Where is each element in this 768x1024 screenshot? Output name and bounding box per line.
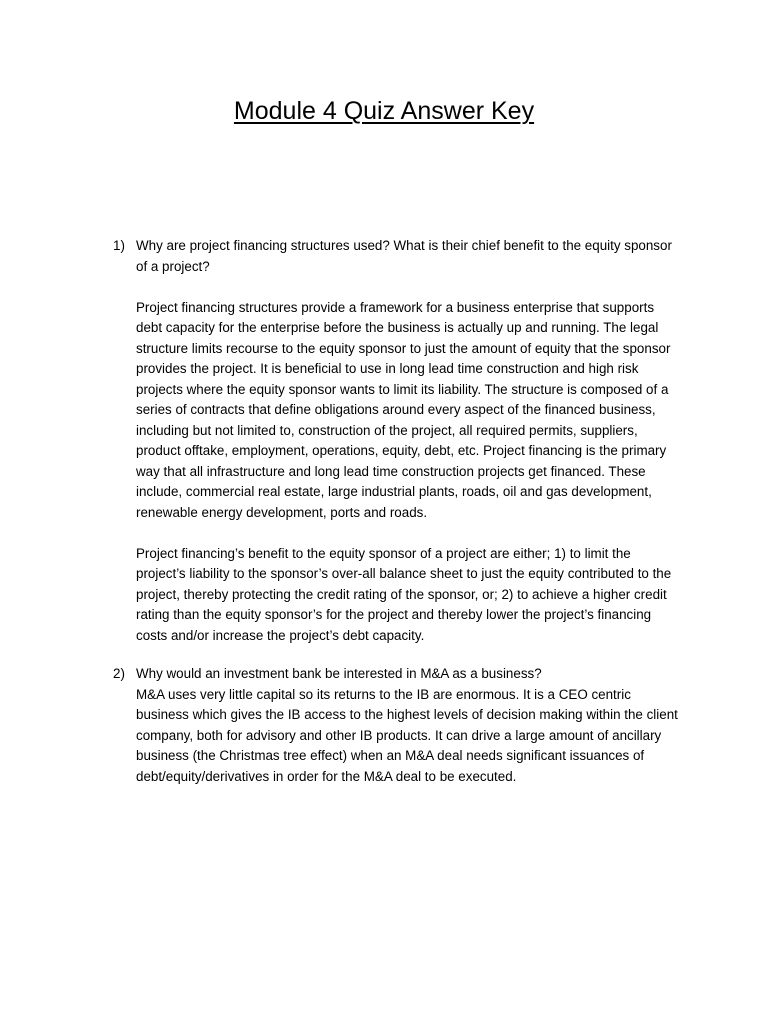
page-title: Module 4 Quiz Answer Key bbox=[233, 97, 535, 125]
question-body bbox=[136, 664, 683, 787]
question-text: Why are project financing structures used? What is their chief benefit to the equity sponsor of a project? bbox=[136, 238, 672, 274]
question-number: 1) bbox=[113, 238, 125, 253]
question-number: 2) bbox=[113, 666, 125, 681]
answer-paragraph: M&A uses very little capital so its returns to the IB are enormous. It is a CEO centric business which gives the IB access to the highest levels of decision making within the client company, both for advisory and other IB products. It can drive a large amount of ancillary business (the Christmas tree effect) when an M&A deal needs significant issuances of debt/equity/derivatives in order for the M&A deal to be executed. bbox=[136, 686, 678, 784]
question-text: Why would an investment bank be interested in M&A as a business? bbox=[136, 666, 542, 681]
question-item-1 bbox=[113, 236, 683, 646]
answer-paragraph: Project financing’s benefit to the equity sponsor of a project are either; 1) to limit the project’s liability to the sponsor’s over-all balance sheet to just the equity contributed to the project, thereby protecting the credit rating of the sponsor, or; 2) to achieve a higher credit rating than the equity sponsor’s for the project and thereby lower the project’s financing costs and/or increase the project’s debt capacity. bbox=[136, 545, 672, 643]
answer-paragraph: Project financing structures provide a framework for a business enterprise that supports debt capacity for the enterprise before the business is actually up and running. The legal structure limits recourse to the equity sponsor to just the amount of equity that the sponsor provides the project. It is beneficial to use in long lead time construction and high risk projects where the equity sponsor wants to limit its liability. The structure is composed of a series of contracts that define obligations around every aspect of the financed business, including but not limited to, construction of the project, all required permits, suppliers, product offtake, employment, operations, equity, debt, etc. Project financing is the primary way that all infrastructure and long lead time construction projects get financed. These include, commercial real estate, large industrial plants, roads, oil and gas development, renewable energy development, ports and roads. bbox=[136, 299, 671, 520]
question-item-2 bbox=[113, 664, 683, 787]
question-body bbox=[136, 236, 683, 646]
